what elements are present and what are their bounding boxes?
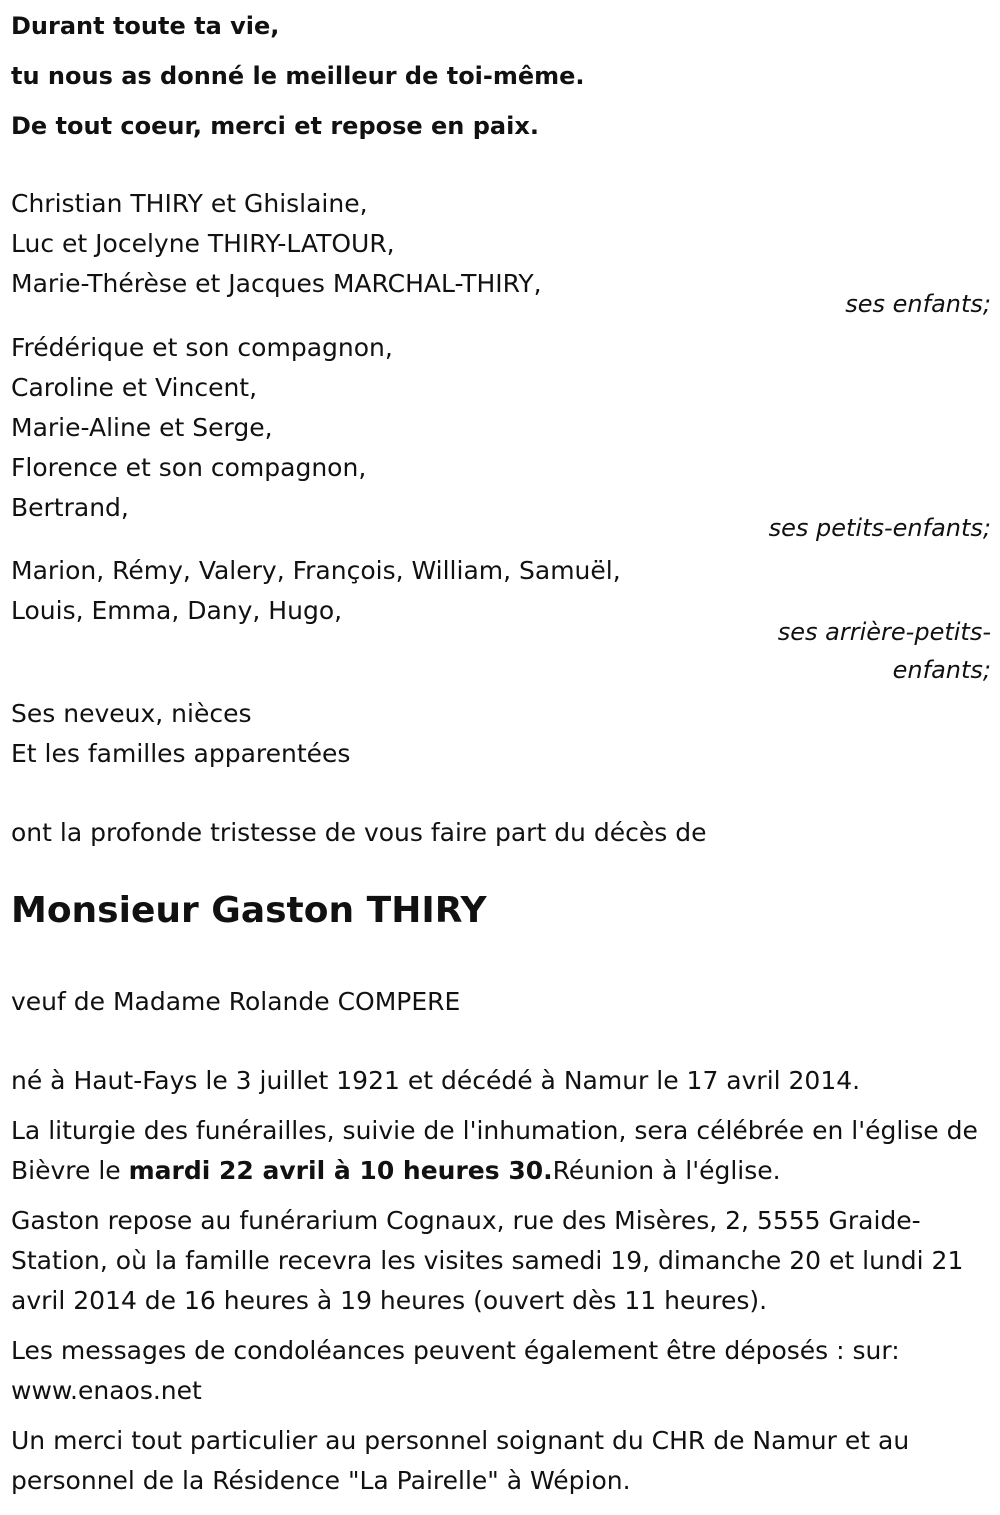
child-line-3: Marie-Thérèse et Jacques MARCHAL-THIRY, xyxy=(11,269,542,298)
child-line-1: Christian THIRY et Ghislaine, xyxy=(11,189,368,218)
child-line-2: Luc et Jocelyne THIRY-LATOUR, xyxy=(11,229,395,258)
role-great-grandchildren-1: ses arrière-petits- xyxy=(777,618,991,646)
role-great-grandchildren-2: enfants; xyxy=(892,656,991,684)
birth-death: né à Haut-Fays le 3 juillet 1921 et décédé à Namur le 17 avril 2014. xyxy=(11,1066,861,1095)
grandchild-line-2: Caroline et Vincent, xyxy=(11,373,258,402)
liturgy-paragraph xyxy=(11,1111,986,1191)
thanks-paragraph: Un merci tout particulier au personnel soignant du CHR de Namur et au personnel de la Résidence "La Pairelle" à Wépion. xyxy=(11,1426,910,1495)
great-grandchild-line-1: Marion, Rémy, Valery, François, William, Samuël, xyxy=(11,556,621,585)
grandchild-line-3: Marie-Aline et Serge, xyxy=(11,413,273,442)
liturgy-text: La liturgie des funérailles, suivie de l'inhumation, sera célébrée en l'église de Bièvre le xyxy=(11,1116,978,1185)
condolences-paragraph: Les messages de condoléances peuvent également être déposés : sur: www.enaos.net xyxy=(11,1336,900,1405)
announcement-text: ont la profonde tristesse de vous faire part du décès de xyxy=(11,818,707,847)
funerarium-paragraph: Gaston repose au funérarium Cognaux, rue des Misères, 2, 5555 Graide-Station, où la famille recevra les visites samedi 19, dimanche 20 et lundi 21 avril 2014 de 16 heures à 19 heures (ouvert dès 11 heures). xyxy=(11,1206,964,1315)
verse-line-1: Durant toute ta vie, xyxy=(11,12,280,40)
relatives-line-2: Et les familles apparentées xyxy=(11,739,351,768)
verse-line-3: De tout coeur, merci et repose en paix. xyxy=(11,112,539,140)
grandchild-line-4: Florence et son compagnon, xyxy=(11,453,367,482)
grandchild-line-5: Bertrand, xyxy=(11,493,129,522)
role-grandchildren: ses petits-enfants; xyxy=(768,514,991,542)
role-children: ses enfants; xyxy=(845,290,991,318)
deceased-name: Monsieur Gaston THIRY xyxy=(11,890,487,931)
liturgy-date: mardi 22 avril à 10 heures 30. xyxy=(128,1156,553,1185)
grandchild-line-1: Frédérique et son compagnon, xyxy=(11,333,393,362)
verse-line-2: tu nous as donné le meilleur de toi-même. xyxy=(11,62,585,90)
great-grandchild-line-2: Louis, Emma, Dany, Hugo, xyxy=(11,596,343,625)
relatives-line-1: Ses neveux, nièces xyxy=(11,699,252,728)
widower-of: veuf de Madame Rolande COMPERE xyxy=(11,987,461,1016)
liturgy-meeting: Réunion à l'église. xyxy=(552,1156,781,1185)
